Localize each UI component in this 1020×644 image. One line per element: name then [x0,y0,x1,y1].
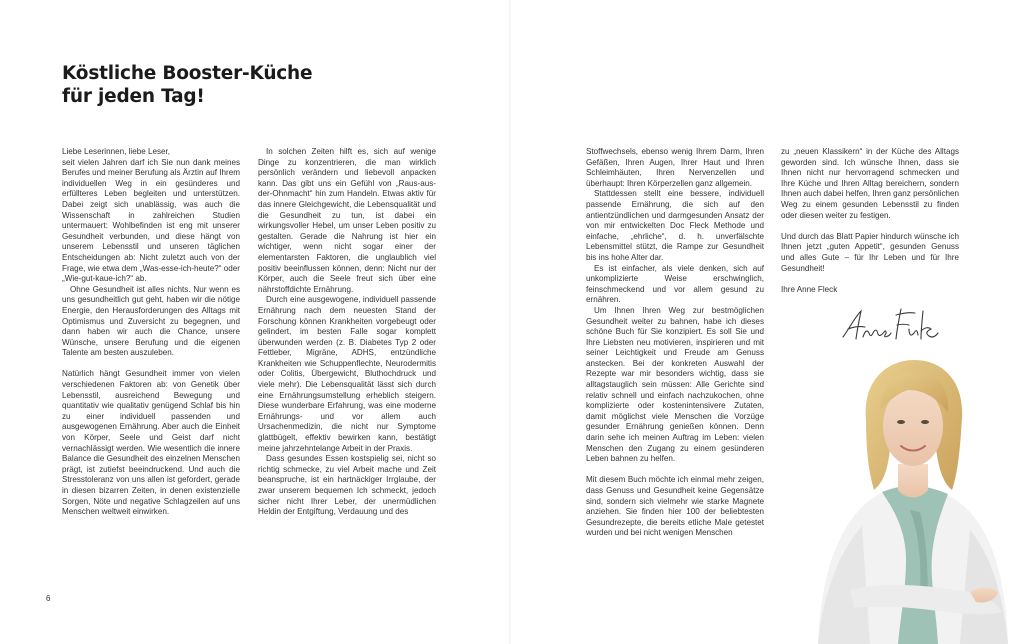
text-column-2 [258,147,436,518]
text-column-4 [781,147,959,295]
paragraph: zu „neuen Klassikern“ in der Küche des Alltags geworden sind. Ich wünsche Ihnen, dass sie Ihnen nicht nur hervorragend schmecken und Ihre Küche und Ihren Alltag bereichern, sondern Ihnen auch dabei helfen, Ihren ganz persönlichen Weg zu einem gesunden Lebensstil zu finden oder diesen weiter zu festigen. [781,147,959,220]
paragraph: Dass gesundes Essen kostspielig sei, nicht so richtig schmecke, zu viel Arbeit mache und Zeit beanspruche, ist ein hartnäckiger Irrglaube, der zwar unserem bequemen Ich schmeckt, jedoch sicher nicht Ihrer Leber, der unermüdlichen Heldin der Entgiftung, Verdauung und des [258,454,436,517]
paragraph: Stoffwechsels, ebenso wenig Ihrem Darm, Ihren Gefäßen, Ihren Augen, Ihrer Haut und Ihren Schleimhäuten, Ihren Nervenzellen und überhaupt: Ihren Körperzellen ganz allgemein. [586,147,764,188]
title-line-1: Köstliche Booster-Küche [62,63,313,84]
paragraph: Durch eine ausgewogene, individuell passende Ernährung nach dem neuesten Stand der Forschung können Krankheiten vorgebeugt oder gelindert, im besten Falle sogar komplett überwunden werden (z. B. Diabetes Typ 2 oder Fettleber, Migräne, ADHS, entzündliche Krankheiten wie Schuppenflechte, Neurodermitis oder Colitis, Übergewicht, Bluthochdruck und viele mehr). Die Lebensqualität lässt sich durch eine Ernährungsumstellung erheblich steigern. Diese wunderbare Erfahrung, was eine moderne Ernährungs- und vor allem auch Ursachenmedizin, die nicht nur Symptome glattbügelt, effektiv bewirken kann, bestätigt meine jahrzehntelange Arbeit in der Praxis. [258,295,436,453]
title-line-2: für jeden Tag! [62,86,205,107]
paragraph: Natürlich hängt Gesundheit immer von vielen verschiedenen Faktoren ab: von Genetik über Lebensstil, ausreichend Bewegung und quantitativ wie qualitativ genügend Schlaf bis hin zu einer individuell passenden und ausgewogenen Ernährung. Aber auch die Einheit von Körper, Seele und Geist darf nicht vernachlässigt werden. Wie wesentlich die innere Balance die Gesundheit des einzelnen Menschen prägt, ist zutiefst beeindruckend. Und auch die Stresstoleranz von uns allen ist gefordert, gerade in diesen bizarren Zeiten, in denen existenzielle Sorgen, Nöte und negative Schlagzeilen auf uns Menschen weltweit einwirken. [62,369,240,517]
paragraph: seit vielen Jahren darf ich Sie nun dank meines Berufes und meiner Berufung als Ärztin auf Ihrem individuellen Weg in ein gesünderes und erfüllteres Leben begleiten und unterstützen. Dabei zeigt sich unablässig, was auch die Wissenschaft in zahlreichen Studien untermauert: Wohlbefinden ist eng mit unserer Gesundheit verbunden, und diese hängt von unserem Lebensstil und unseren täglichen Entscheidungen ab: Nicht zuletzt auch von der Frage, wie etwa dem „Was-esse-ich-heute?“ oder „Wie-gut-kaue-ich?“ ab. [62,157,240,284]
paragraph: Mit diesem Buch möchte ich einmal mehr zeigen, dass Genuss und Gesundheit keine Gegensätze sind, sondern sich vielmehr wie starke Magnete anziehen. Sie finden hier 100 der beliebtesten Gesundrezepte, die bereits etliche Male getestet wurden und bei nicht wenigen Menschen [586,475,764,538]
paragraph: Es ist einfacher, als viele denken, sich auf unkomplizierte Weise erschwinglich, feinschmeckend und vor allem gesund zu ernähren. [586,263,764,305]
closing-signature-text: Ihre Anne Fleck [781,284,838,294]
paragraph: Und durch das Blatt Papier hindurch wünsche ich Ihnen jetzt „guten Appetit“, gesunden Genuss und alles Gute – für Ihr Leben und für Ihre Gesundheit! [781,231,959,273]
salutation: Liebe Leserinnen, liebe Leser, [62,147,170,156]
portrait-photo [810,360,1020,644]
handwritten-signature [839,303,941,347]
page-number: 6 [46,594,51,603]
paragraph: Um Ihnen Ihren Weg zur bestmöglichen Gesundheit weiter zu bahnen, habe ich dieses schöne Buch für Sie konzipiert. Es soll Sie und Ihre Liebsten neu motivieren, inspirieren und mit seiner Leichtigkeit und Freude am Genuss anstecken. Bei der konkreten Auswahl der Rezepte war mir besonders wichtig, dass sie alltagstauglich sein müssen: Alle Gerichte sind relativ schnell und einfach nachzukochen, ohne komplizierte oder kostenintensivere Zutaten, damit möglichst viele Menschen die Vorzüge gesunder Ernährung genießen können. Denn darin sehe ich meinen Auftrag im Leben: vielen Menschen den Zugang zu einem gesünderen Leben bahnen zu helfen. [586,305,764,464]
right-page [510,0,1020,644]
paragraph: In solchen Zeiten hilft es, sich auf wenige Dinge zu konzentrieren, die man wirklich persönlich verändern und liebevoll anpacken kann. Das gibt uns ein Gefühl von „Raus-aus-der-Ohnmacht“ hin zum Handeln. Etwas aktiv für das innere Gleichgewicht, die Lebensqualität und die Gesundheit zu tun, ist dabei ein wirkungsvoller Hebel, um unser Leben positiv zu gestalten. Gerade die Nahrung ist hier ein wichtiger, wenn nicht sogar einer der elementarsten Faktoren, die unglaublich viel positiv beeinflussen können, denn: Nicht nur der Körper, auch die Seele freut sich über eine nährstoffdichte Ernährung. [258,147,436,294]
page-title [62,62,382,108]
paragraph: Ohne Gesundheit ist alles nichts. Nur wenn es uns gesundheitlich gut geht, haben wir die nötige Energie, den Herausforderungen des Alltags mit Optimismus und Zuversicht zu begegnen, und dann haben wir auch die Chance, unsere Wünsche, unsere Berufung und die eigenen Talente am besten auszuleben. [62,284,240,358]
text-column-1 [62,147,240,518]
text-column-3 [586,147,764,539]
paragraph: Stattdessen stellt eine bessere, individuell passende Ernährung, die sich auf den antientzündlichen und darmgesunden Ansatz der von mir entwickelten Doc Fleck Methode und einfache, „ehrliche“, d. h. unverfälschte Lebensmittel stützt, die Rampe zur Gesundheit bis ins hohe Alter dar. [586,189,764,262]
